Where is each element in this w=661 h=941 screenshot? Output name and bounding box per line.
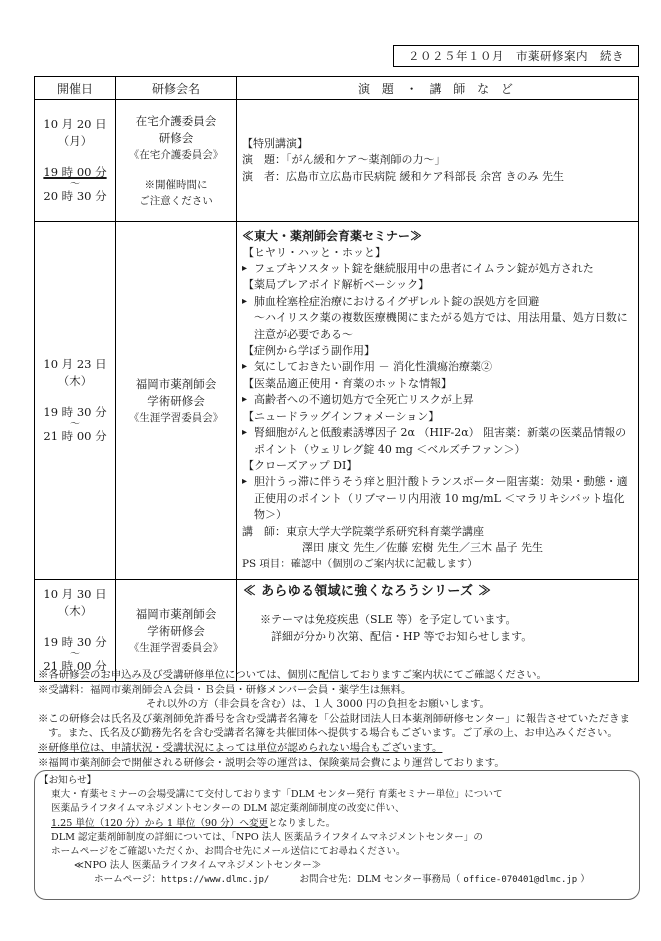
topic-cell xyxy=(237,222,639,580)
schedule-table xyxy=(34,76,639,682)
lecture-speaker: 演 者：広島市立広島市民病院 緩和ケア科部長 余宮 きのみ 先生 xyxy=(242,169,564,183)
table-header-row xyxy=(35,77,639,100)
note-item: ※研修単位は、申請状況・受講状況によっては単位が認められない場合もございます。 xyxy=(38,741,443,754)
org-cell xyxy=(116,222,237,580)
contact-label: お問合せ先：DLM センター事務局（ xyxy=(299,874,461,886)
contact-line xyxy=(39,873,635,887)
section-header: 【医薬品適正使用・育薬のホットな情報】 xyxy=(243,376,452,390)
lecturer-names: 澤田 康文 先生／佐藤 宏樹 先生／三木 晶子 先生 xyxy=(302,540,543,554)
time-separator: ～ xyxy=(70,649,80,660)
time-caution-note: ※開催時間に xyxy=(144,178,208,191)
note-item: ※この研修会は氏名及び薬剤師免許番号を含む受講者名簿を「公益財団法人日本薬剤師研修センター」に報告させていただきま xyxy=(38,712,630,725)
date-cell xyxy=(35,100,116,222)
time-caution-note: ご注意ください xyxy=(139,194,213,207)
note-item: ※受講料：福岡市薬剤師会Ａ会員・Ｂ会員・研修メンバー会員・薬学生は無料。 xyxy=(38,683,412,696)
event-time-start: 19 時 30 分 xyxy=(43,635,107,649)
note-item: す。また、氏名及び勤務先名を含む受講者名簿を共催団体へ提供する場合もございます。ご了承の上、お申込みください。 xyxy=(48,727,618,740)
homepage-label: ホームページ： xyxy=(94,874,161,886)
org-line: 福岡市薬剤師会 xyxy=(135,376,217,391)
org-line: 《生涯学習委員会》 xyxy=(128,641,224,654)
note-item: ※福岡市薬剤師会で開催される研修会・説明会等の運営は、保険薬局会費により運営しております。 xyxy=(38,756,505,769)
section-header: 【薬局プレアボイド解析ベーシック】 xyxy=(243,278,430,292)
event-weekday: （月） xyxy=(57,134,93,148)
event-time-end: 21 時 00 分 xyxy=(43,429,107,443)
note-item: それ以外の方（非会員を含む）は、１人 3000 円の負担をお願いします。 xyxy=(146,698,490,711)
topic-item: ▸ 胆汁うっ滞に伴うそう痒と胆汁酸トランスポーター阻害薬：効果・動態・適正使用のポイント（リブマーリ内用液 10 mg/mL ＜マラリキシバット塩化物＞） xyxy=(242,474,634,523)
org-line: 学術研修会 xyxy=(147,393,205,408)
document-title: ２０２５年１０月 市薬研修案内 続き xyxy=(393,45,639,67)
series-title: ≪ あらゆる領域に強くなろうシリーズ ≫ xyxy=(243,584,492,599)
date-cell xyxy=(35,222,116,580)
topic-item: ▸ 腎細胞がんと低酸素誘導因子 2α （HIF-2α） 阻害薬：新薬の医薬品情報のポイント（ウェリレグ錠 40 mg ＜ベルズチファン＞） xyxy=(242,425,634,458)
org-line: 《生涯学習委員会》 xyxy=(128,411,224,424)
announcement-heading: 【お知らせ】 xyxy=(39,775,97,786)
series-theme-note: ※テーマは免疫疾患（SLE 等）を予定しています。 xyxy=(260,613,517,627)
event-weekday: （木） xyxy=(57,374,93,388)
organization-name: ≪NPO 法人 医薬品ライフタイムマネジメントセンター≫ xyxy=(74,860,322,872)
event-weekday: （木） xyxy=(57,604,93,618)
unit-change-highlight: 1.25 単位（120 分）から 1 単位（90 分）へ変更 xyxy=(51,817,269,829)
column-header-date: 開催日 xyxy=(35,77,116,100)
section-header: 【症例から学ぼう副作用】 xyxy=(243,344,375,358)
announcement-line: ホームページをご確認いただくか、お問合せ先にメール送信にてお尋ねください。 xyxy=(51,846,406,858)
event-time-end: 21 時 00 分 xyxy=(43,659,107,673)
org-cell xyxy=(116,580,237,682)
event-time-end: 20 時 30 分 xyxy=(43,189,107,203)
notes-section xyxy=(38,668,648,770)
org-line: 在宅介護委員会 xyxy=(135,113,217,128)
event-time-start: 19 時 00 分 xyxy=(43,165,107,179)
contact-email-link[interactable]: office-070401@dlmc.jp xyxy=(463,875,578,886)
announcement-line: 東大・育薬セミナーの会場受講にて交付しております「DLM センター発行 育薬セミナー単位」について xyxy=(51,789,503,801)
event-time-start: 19 時 30 分 xyxy=(43,405,107,419)
time-separator: ～ xyxy=(70,179,80,190)
note-item: ※各研修会のお申込み及び受講研修単位については、個別に配信しておりますご案内状にてご確認ください。 xyxy=(38,669,547,681)
section-header: 【ヒヤリ・ハッと・ホッと】 xyxy=(243,245,386,259)
topic-item: ▸ 気にしておきたい副作用 － 消化性潰瘍治療薬② xyxy=(242,359,634,375)
announcement-box xyxy=(34,770,640,900)
org-line: 《在宅介護委員会》 xyxy=(128,148,224,161)
event-date: 10 月 30 日 xyxy=(43,587,107,601)
section-header: 【クローズアップ DI】 xyxy=(243,458,358,472)
announcement-text: となりました。 xyxy=(268,817,336,829)
seminar-title: ≪東大・薬剤師会育薬セミナー≫ xyxy=(242,229,423,244)
topic-item: ▸ フェブキソスタット錠を継続服用中の患者にイムラン錠が処方された xyxy=(242,261,634,277)
column-header-topic: 演 題 ・ 講 師 な ど xyxy=(237,77,639,100)
org-line: 福岡市薬剤師会 xyxy=(135,606,217,621)
table-row xyxy=(35,100,639,222)
topic-subtext: ～ハイリスク薬の複数医療機関にまたがる処方では、用法用量、処方日数に注意が必要である～ xyxy=(254,311,628,341)
section-header: 【特別講演】 xyxy=(242,136,308,150)
contact-close: ） xyxy=(580,874,590,886)
series-details-note: 詳細が分かり次第、配信・HP 等でお知らせします。 xyxy=(271,629,533,643)
date-cell xyxy=(35,580,116,682)
table-row xyxy=(35,580,639,682)
ps-item-note: PS 項目：確認中（個別のご案内状に記載します） xyxy=(242,558,478,571)
time-separator: ～ xyxy=(70,419,80,430)
homepage-link[interactable]: https://www.dlmc.jp/ xyxy=(160,875,270,886)
topic-cell xyxy=(237,580,639,682)
topic-cell xyxy=(237,100,639,222)
org-cell xyxy=(116,100,237,222)
announcement-line: 医薬品ライフタイムマネジメントセンターの DLM 認定薬剤師制度の改変に伴い、 xyxy=(51,803,405,815)
org-line: 学術研修会 xyxy=(147,623,205,638)
announcement-line xyxy=(39,817,635,831)
lecturer-affiliation: 講 師：東京大学大学院薬学系研究科育薬学講座 xyxy=(242,524,484,538)
topic-item: ▸ 肺血栓塞栓症治療におけるイグザレルト錠の誤処方を回避 xyxy=(242,294,634,310)
event-date: 10 月 23 日 xyxy=(43,357,107,371)
announcement-line: DLM 認定薬剤師制度の詳細については、「NPO 法人 医薬品ライフタイムマネジメントセンター」の xyxy=(51,831,483,843)
topic-item: ▸ 高齢者への不適切処方で全死亡リスクが上昇 xyxy=(242,392,634,408)
lecture-title: 演 題：「がん緩和ケア～薬剤師の力～」 xyxy=(242,153,446,167)
event-date: 10 月 20 日 xyxy=(43,117,107,131)
table-row xyxy=(35,222,639,580)
section-header: 【ニュードラッグインフォメーション】 xyxy=(243,409,440,423)
column-header-name: 研修会名 xyxy=(116,77,237,100)
org-line: 研修会 xyxy=(158,130,194,145)
